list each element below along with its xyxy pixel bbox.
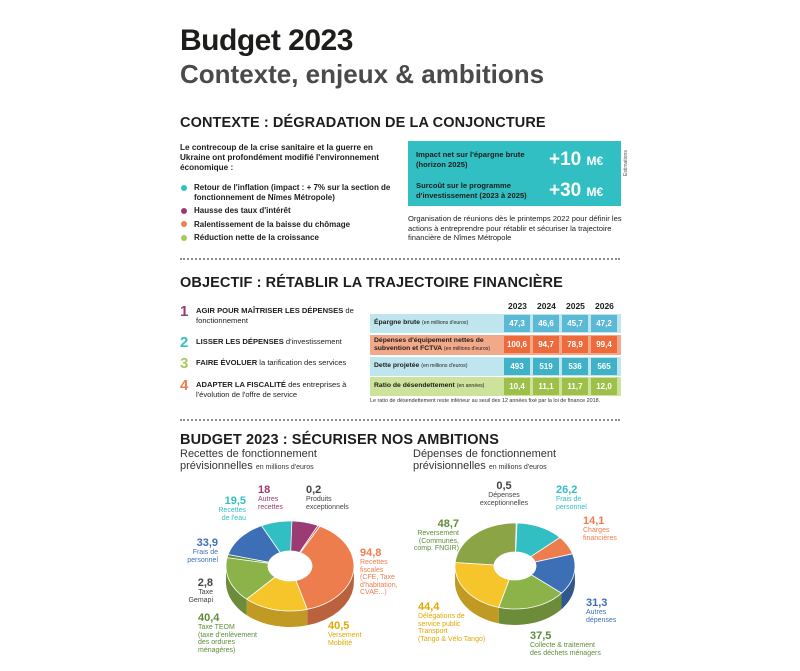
- depenses-label-reversement: 48,7 Reversement (Communes, comp. FNGIR): [413, 518, 459, 552]
- contexte-intro: Le contrecoup de la crise sanitaire et la guerre en Ukraine ont profondément modifié l'environnement économique :: [180, 143, 379, 172]
- table-year: 2026: [595, 301, 614, 311]
- contexte-item: Retour de l'inflation (impact : + 7% sur la section de fonctionnement de Nîmes Métropole): [180, 183, 395, 202]
- table-cell: 100,6: [504, 336, 530, 353]
- impact-label: Surcoût sur le programme d'investissement (2023 à 2025): [416, 181, 527, 200]
- table-cell: 12,0: [591, 378, 617, 395]
- table-row-label: Dépenses d'équipement nettes de subvention et FCTVA (en millions d'euros): [374, 337, 491, 352]
- table-row-label: Dette projetée (en millions d'euros): [374, 362, 468, 370]
- objectif-number: 1: [180, 303, 189, 320]
- donut-hole: [494, 552, 536, 580]
- objectif-text: AGIR POUR MAÎTRISER LES DÉPENSES de fonctionnement: [196, 306, 354, 325]
- recettes-donut: [226, 521, 354, 627]
- estimations-note: Estimations: [623, 150, 629, 176]
- contexte-heading: CONTEXTE : DÉGRADATION DE LA CONJONCTURE: [180, 115, 546, 131]
- table-cell: 47,2: [591, 315, 617, 332]
- recettes-label-gemapi: 2,8 Taxe Gemapi: [188, 577, 213, 604]
- donut-hole: [268, 551, 312, 581]
- budget-heading: BUDGET 2023 : SÉCURISER NOS AMBITIONS: [180, 432, 499, 448]
- organisation-text: Organisation de réunions dès le printemps 2022 pour définir les actions à entreprendre pour rétablir et sécuriser la trajectoire financière de Nîmes Métropole: [408, 214, 622, 242]
- depenses-label-personnel: 26,2 Frais de personnel: [556, 484, 587, 511]
- table-cell: 11,1: [533, 378, 559, 395]
- table-year: 2024: [537, 301, 556, 311]
- depenses-label-charges: 14,1 Charges financières: [583, 515, 617, 542]
- table-row-label: Ratio de désendettement (en années): [374, 382, 485, 390]
- page-subtitle: Contexte, enjeux & ambitions: [180, 59, 545, 89]
- recettes-label-teom: 40,4 Taxe TEOM (taxe d'enlèvement des ordures ménagères): [198, 612, 257, 654]
- table-cell: 94,7: [533, 336, 559, 353]
- table-year: 2025: [566, 301, 585, 311]
- objectif-text: FAIRE ÉVOLUER la tarification des services: [196, 358, 347, 367]
- recettes-label-mobilite: 40,5 Versement Mobilité: [328, 620, 362, 647]
- table-cell: 10,4: [504, 378, 530, 395]
- objectif-number: 2: [180, 334, 189, 351]
- depenses-label-exceptionnelles: 0,5 Dépenses exceptionnelles: [479, 480, 529, 507]
- impact-value: +30 M€: [549, 180, 604, 201]
- table-cell: 536: [562, 358, 588, 375]
- table-year: 2023: [508, 301, 527, 311]
- table-cell: 519: [533, 358, 559, 375]
- recettes-label-personnel: 33,9 Frais de personnel: [187, 537, 218, 564]
- depenses-heading: Dépenses de fonctionnement prévisionnelles en millions d'euros: [413, 448, 557, 472]
- objectif-text: ADAPTER LA FISCALITÉ des entreprises à l'évolution de l'offre de service: [196, 380, 347, 399]
- table-cell: 493: [504, 358, 530, 375]
- recettes-label-eau: 19,5 Recettes de l'eau: [218, 495, 246, 522]
- table-cell: 11,7: [562, 378, 588, 395]
- depenses-label-transport: 44,4 Délégations de service public Transport (Tango & Vélo Tango): [418, 601, 486, 643]
- table-cell: 46,6: [533, 315, 559, 332]
- contexte-item: Ralentissement de la baisse du chômage: [180, 220, 395, 230]
- table-cell: 45,7: [562, 315, 588, 332]
- objectif-heading: OBJECTIF : RÉTABLIR LA TRAJECTOIRE FINANCIÈRE: [180, 275, 563, 291]
- table-cell: 47,3: [504, 315, 530, 332]
- impact-value: +10 M€: [549, 149, 604, 170]
- objectif-number: 3: [180, 355, 189, 372]
- table-cell: 99,4: [591, 336, 617, 353]
- objectif-text: LISSER LES DÉPENSES d'investissement: [196, 337, 342, 346]
- depenses-label-autres: 31,3 Autres dépenses: [586, 597, 617, 624]
- table-cell: 565: [591, 358, 617, 375]
- recettes-label-exceptionnels: 0,2 Produits exceptionnels: [306, 484, 349, 511]
- impact-label: Impact net sur l'épargne brute (horizon 2025): [416, 150, 525, 169]
- objectif-number: 4: [180, 377, 189, 394]
- table-note: Le ratio de désendettement reste inférieur au seuil des 12 années fixé par la loi de finance 2018.: [370, 398, 601, 404]
- contexte-item: Hausse des taux d'intérêt: [180, 206, 395, 216]
- recettes-heading: Recettes de fonctionnement prévisionnelles en millions d'euros: [180, 448, 317, 472]
- contexte-item: Réduction nette de la croissance: [180, 233, 395, 243]
- table-cell: 78,9: [562, 336, 588, 353]
- recettes-label-fiscales: 94,8 Recettes fiscales (CFE, Taxe d'habitation, CVAE...): [360, 547, 398, 596]
- table-row-label: Épargne brute (en millions d'euros): [374, 319, 469, 327]
- page-title: Budget 2023: [180, 24, 353, 57]
- depenses-label-dechets: 37,5 Collecte & traitement des déchets ménagers: [530, 630, 601, 657]
- recettes-label-autres: 18 Autres recettes: [258, 484, 283, 511]
